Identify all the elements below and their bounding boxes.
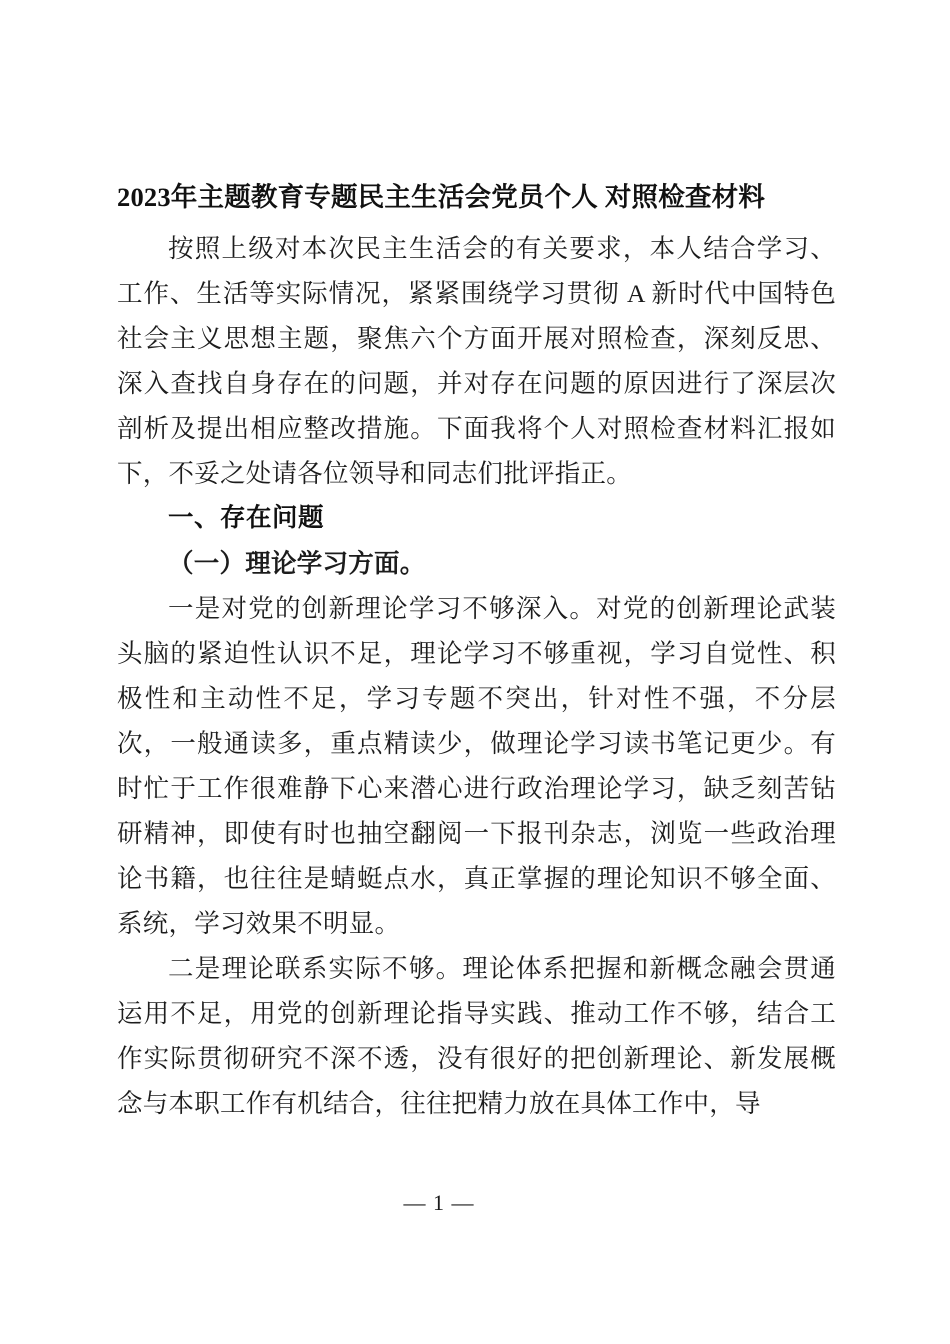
opening-paragraph: 按照上级对本次民主生活会的有关要求，本人结合学习、工作、生活等实际情况，紧紧围绕学习贯彻 A 新时代中国特色社会主义思想主题，聚焦六个方面开展对照检查，深刻反思、深入查找自身存在的问题，并对存在问题的原因进行了深层次剖析及提出相应整改措施。下面我将个人对照检查材料汇报如下，不妥之处请各位领导和同志们批评指正。 [117,234,836,488]
body-paragraph-point-two: 二是理论联系实际不够。理论体系把握和新概念融会贯通运用不足，用党的创新理论指导实践、推动工作不够，结合工作实际贯彻研究不深不透，没有很好的把创新理论、新发展概念与本职工作有机结合，往往把精力放在具体工作中，导 [117,954,836,1118]
body-paragraph-point-one: 一是对党的创新理论学习不够深入。对党的创新理论武装头脑的紧迫性认识不足，理论学习不够重视，学习自觉性、积极性和主动性不足，学习专题不突出，针对性不强，不分层次，一般通读多，重点精读少，做理论学习读书笔记更少。有时忙于工作很难静下心来潜心进行政治理论学习，缺乏刻苦钻研精神，即使有时也抽空翻阅一下报刊杂志，浏览一些政治理论书籍，也往往是蜻蜓点水，真正掌握的理论知识不够全面、系统，学习效果不明显。 [117,594,836,938]
page-footer [0,1190,950,1216]
subsection-heading-theory-study: （一）理论学习方面。 [168,549,426,578]
page-number: — 1 — [403,1190,475,1215]
page-content-area [117,176,836,1126]
section-heading-existing-problems: 一、存在问题 [168,504,325,532]
page-title: 2023年主题教育专题民主生活会党员个人 对照检查材料 [117,182,766,212]
